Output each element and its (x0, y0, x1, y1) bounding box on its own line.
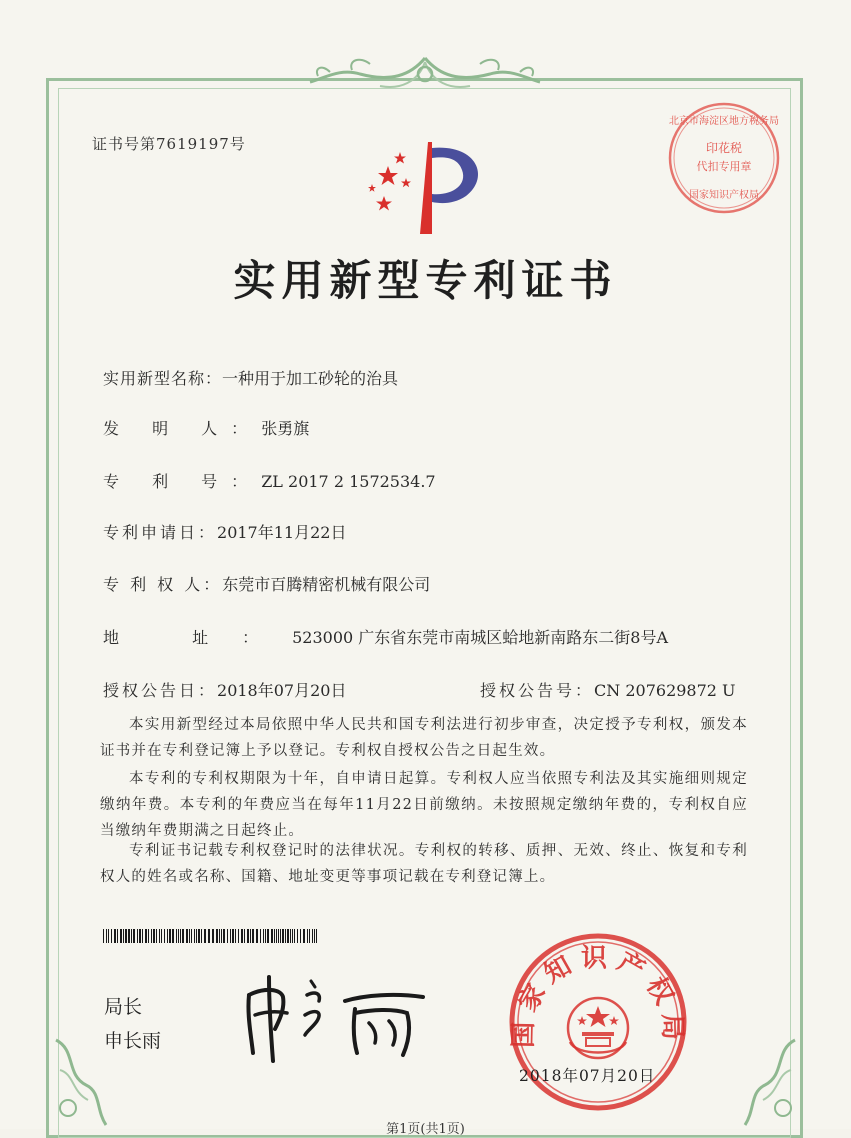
svg-text:北京市海淀区地方税务局: 北京市海淀区地方税务局 (669, 116, 779, 127)
certificate-number: 证书号第7619197号 (92, 135, 246, 153)
filing-date-label: 专利申请日： (103, 523, 218, 542)
barcode-bar (282, 929, 284, 943)
barcode-bar (221, 929, 222, 943)
barcode-bar (244, 929, 245, 943)
grant-date-value: 2018年07月20日 (217, 681, 347, 700)
barcode-bar (186, 929, 188, 943)
barcode-bar (280, 929, 281, 943)
paragraph-term-fees: 本专利的专利权期限为十年，自申请日起算。专利权人应当依照专利法及其实施细则规定缴纳年费。本专利的年费应当在每年11月22日前缴纳。未按照规定缴纳年费的，专利权自应当缴纳年费期满之日起终止。 (100, 771, 748, 839)
barcode-bar (312, 929, 313, 943)
barcode-bar (235, 929, 236, 943)
barcode-bar (196, 929, 197, 943)
barcode-bar (117, 929, 118, 943)
utility-model-name-label: 实用新型名称： (103, 369, 223, 388)
barcode-bar (133, 929, 135, 943)
barcode-bar (180, 929, 181, 943)
address-value: 523000 广东省东莞市南城区蛤地新南路东二街8号A (292, 628, 668, 647)
barcode-bar (108, 929, 109, 943)
grant-date-label: 授权公告日： (103, 681, 218, 700)
inventor-value: 张勇旗 (261, 419, 310, 438)
seal-date: 2018年07月20日 (519, 1067, 656, 1085)
barcode-bar (159, 929, 160, 943)
barcode-bar (167, 929, 168, 943)
barcode-bar (216, 929, 218, 943)
barcode-bar (219, 929, 220, 943)
barcode-bar (137, 929, 138, 943)
barcode-bar (278, 929, 279, 943)
barcode-bar (106, 929, 107, 943)
barcode-bar (290, 929, 291, 943)
barcode-bar (164, 929, 165, 943)
barcode-bar (260, 929, 261, 943)
barcode-bar (189, 929, 190, 943)
filing-date-value: 2017年11月22日 (217, 523, 347, 542)
paragraph-grant-statement: 本实用新型经过本局依照中华人民共和国专利法进行初步审查，决定授予专利权，颁发本证书并在专利登记簿上予以登记。专利权自授权公告之日起生效。 (100, 717, 748, 759)
barcode-bar (103, 929, 104, 943)
barcode-bar (276, 929, 277, 943)
barcode-bar (303, 929, 305, 943)
barcode-bar (294, 929, 295, 943)
national-ip-office-seal (506, 930, 690, 1114)
director-name: 申长雨 (104, 1030, 162, 1052)
svg-text:国家知识产权局: 国家知识产权局 (689, 190, 759, 201)
filing-date-row (103, 520, 346, 543)
inventor-row (103, 416, 309, 439)
page-number-footer: 第1页(共1页) (386, 1122, 465, 1137)
barcode-bar (238, 929, 239, 943)
barcode-bar (230, 929, 231, 943)
barcode-bar (212, 929, 214, 943)
barcode-bar (223, 929, 225, 943)
barcode-bar (287, 929, 289, 943)
utility-model-name-value: 一种用于加工砂轮的治具 (222, 369, 399, 388)
certificate-title: 实用新型专利证书 (233, 256, 618, 305)
barcode-bar (263, 929, 264, 943)
patentee-row (103, 572, 430, 595)
utility-model-name-row (103, 366, 398, 389)
grant-number-row (480, 678, 736, 701)
barcode-bar (198, 929, 200, 943)
barcode-bar (232, 929, 234, 943)
barcode-bar (131, 929, 132, 943)
barcode-bar (169, 929, 171, 943)
barcode-bar (123, 929, 124, 943)
barcode-bar (250, 929, 251, 943)
barcode-bar (314, 929, 315, 943)
barcode-bar (285, 929, 286, 943)
barcode-bar (309, 929, 310, 943)
barcode-bar (265, 929, 266, 943)
barcode-bar (252, 929, 254, 943)
barcode-bar (316, 929, 317, 943)
barcode-bar (191, 929, 192, 943)
address-label: 地 址： (103, 628, 293, 647)
barcode-bar (161, 929, 162, 943)
patentee-label: 专 利 权 人： (103, 575, 223, 594)
barcode-bar (201, 929, 202, 943)
barcode-bar (139, 929, 141, 943)
barcode-bar (142, 929, 143, 943)
patent-office-logo (358, 138, 493, 238)
barcode-bar (128, 929, 130, 943)
barcode-bar (274, 929, 275, 943)
barcode-bar (267, 929, 269, 943)
barcode-bar (120, 929, 122, 943)
barcode-bar (297, 929, 298, 943)
barcode-bar (178, 929, 179, 943)
address-row (103, 625, 668, 648)
barcode-bar (300, 929, 301, 943)
barcode-bar (256, 929, 258, 943)
barcode-bar (172, 929, 174, 943)
barcode-bar (114, 929, 116, 943)
barcode-bar (194, 929, 195, 943)
tax-stamp-seal (664, 100, 784, 216)
patentee-value: 东莞市百腾精密机械有限公司 (222, 575, 431, 594)
director-signature (235, 965, 435, 1065)
barcode-bar (247, 929, 249, 943)
barcode-bar (182, 929, 184, 943)
patent-number-label: 专 利 号： (103, 472, 262, 491)
patent-number-value: ZL 2017 2 1572534.7 (261, 472, 436, 491)
barcode-bar (271, 929, 273, 943)
grant-number-value: CN 207629872 U (594, 681, 736, 700)
svg-text:代扣专用章: 代扣专用章 (696, 160, 752, 173)
director-title: 局长 (104, 996, 143, 1018)
barcode-bar (204, 929, 206, 943)
patent-number-row (103, 469, 436, 492)
inventor-label: 发 明 人： (103, 419, 262, 438)
barcode-bar (125, 929, 127, 943)
barcode-bar (208, 929, 210, 943)
barcode-bar (241, 929, 243, 943)
barcode-bar (307, 929, 308, 943)
barcode-bar (153, 929, 155, 943)
svg-text:国家知识产权局: 国家知识产权局 (508, 943, 688, 1049)
barcode-bar (156, 929, 157, 943)
paragraph-legal-status: 专利证书记载专利权登记时的法律状况。专利权的转移、质押、无效、终止、恢复和专利权人的姓名或名称、国籍、地址变更等事项记载在专利登记簿上。 (100, 843, 748, 885)
svg-text:印花税: 印花税 (705, 141, 743, 155)
barcode-bar (148, 929, 149, 943)
barcode-bar (227, 929, 228, 943)
top-ornament-decoration (300, 52, 551, 98)
barcode-bar (111, 929, 112, 943)
barcode (103, 929, 319, 943)
bottom-right-ornament-decoration (735, 1030, 805, 1129)
barcode-bar (151, 929, 152, 943)
barcode-bar (145, 929, 147, 943)
grant-date-row (103, 678, 346, 701)
barcode-bar (292, 929, 293, 943)
grant-number-label: 授权公告号： (480, 681, 595, 700)
barcode-bar (176, 929, 177, 943)
